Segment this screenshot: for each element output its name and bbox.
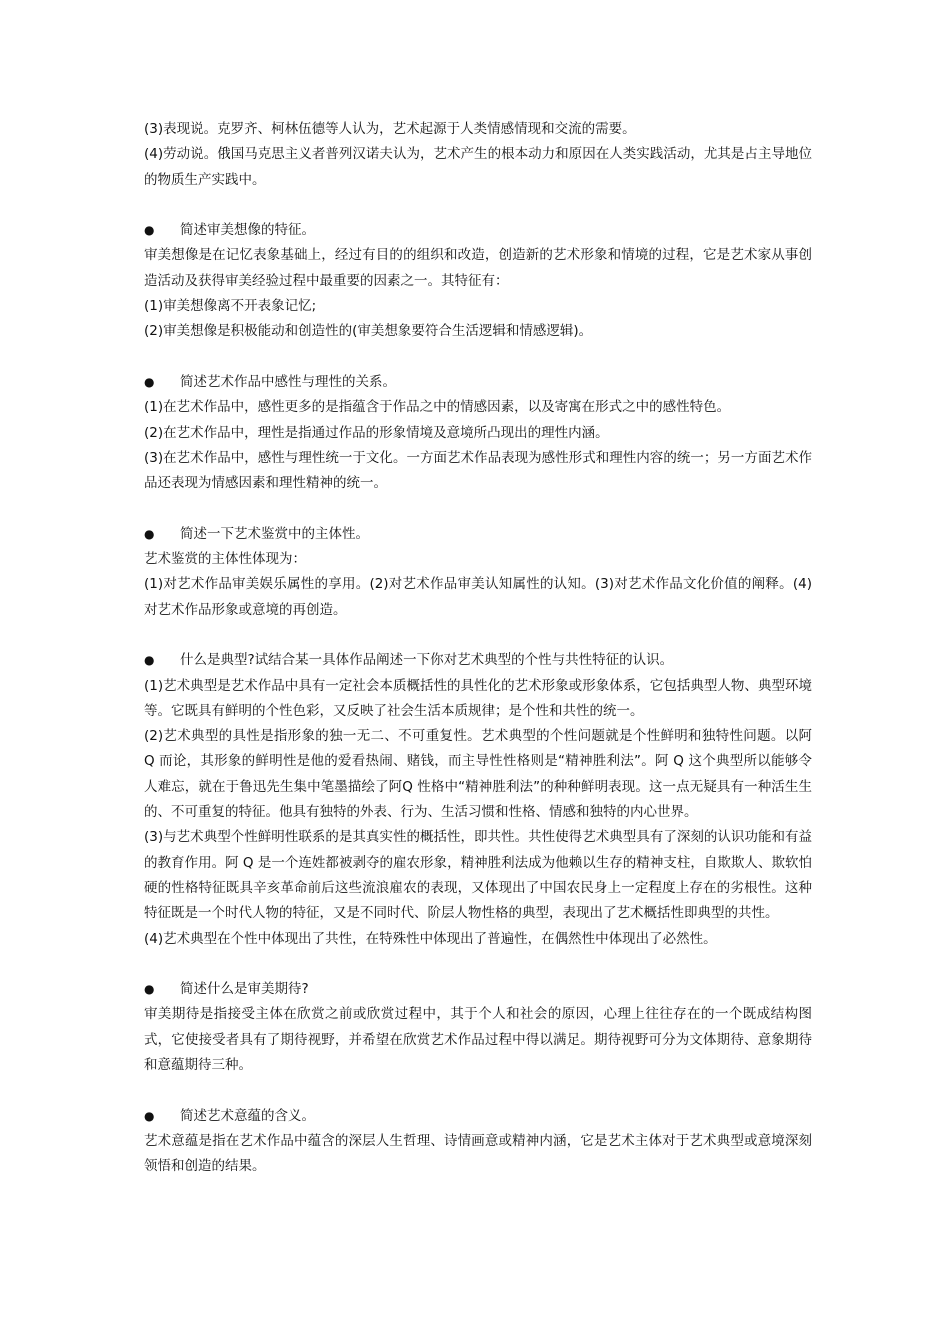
- body-paragraph: (1)在艺术作品中，感性更多的是指蕴含于作品之中的情感因素，以及寄寓在形式之中的感性特色。: [144, 399, 731, 416]
- question-text: 什么是典型?试结合某一具体作品阐述一下你对艺术典型的个性与共性特征的认识。: [180, 652, 674, 669]
- body-paragraph: (2)艺术典型的具性是指形象的独一无二、不可重复性。艺术典型的个性问题就是个性鲜明和独特性问题。以阿 Q 而论，其形象的鲜明性是他的爱看热闹、赌钱，而主导性性格则是“精神胜利法”。阿 Q 这个典型所以能够令人难忘，就在于鲁迅先生集中笔墨描绘了阿Q 性格中“精神胜利法”的种种鲜明表现。这一点无疑具有一种活生生的、不可重复的特征。他具有独特的外表、行为、生活习惯和性格、情感和独特的内心世界。: [144, 728, 812, 821]
- question-heading: [144, 370, 812, 395]
- body-paragraph: 审美想像是在记忆表象基础上，经过有目的的组织和改造，创造新的艺术形象和情境的过程，它是艺术家从事创造活动及获得审美经验过程中最重要的因素之一。其特征有：: [144, 247, 812, 289]
- bullet-dot-icon: ●: [144, 526, 155, 541]
- question-text: 简述艺术意蕴的含义。: [180, 1107, 315, 1124]
- body-paragraph: (1)审美想像离不开表象记忆;: [144, 298, 317, 315]
- bullet-dot-icon: ●: [144, 653, 155, 668]
- question-heading: [144, 1104, 812, 1129]
- body-paragraph: (4)劳动说。俄国马克思主义者普列汉诺夫认为，艺术产生的根本动力和原因在人类实践活动，尤其是占主导地位的物质生产实践中。: [144, 146, 812, 188]
- bullet-dot-icon: ●: [144, 982, 155, 997]
- body-paragraph: (2)在艺术作品中，理性是指通过作品的形象情境及意境所凸现出的理性内涵。: [144, 424, 609, 441]
- question-heading: [144, 648, 812, 673]
- question-text: 简述什么是审美期待?: [180, 981, 309, 998]
- section-spacer: [144, 1078, 812, 1103]
- bullet-dot-icon: ●: [144, 1108, 155, 1123]
- question-text: 简述艺术作品中感性与理性的关系。: [180, 373, 396, 390]
- body-paragraph: (3)在艺术作品中，感性与理性统一于文化。一方面艺术作品表现为感性形式和理性内容的统一；另一方面艺术作品还表现为情感因素和理性精神的统一。: [144, 449, 812, 492]
- question-heading: [144, 977, 812, 1002]
- section-spacer: [144, 496, 812, 521]
- section-spacer: [144, 952, 812, 977]
- body-paragraph: (4)艺术典型在个性中体现出了共性，在特殊性中体现出了普遍性，在偶然性中体现出了必然性。: [144, 930, 717, 947]
- bullet-dot-icon: ●: [144, 223, 155, 238]
- body-paragraph: 艺术鉴赏的主体性体现为：: [144, 551, 306, 568]
- body-paragraph: 艺术意蕴是指在艺术作品中蕴含的深层人生哲理、诗情画意或精神内涵，它是艺术主体对于艺术典型或意境深刻领悟和创造的结果。: [144, 1132, 812, 1175]
- question-heading: [144, 218, 812, 243]
- question-heading: [144, 522, 812, 547]
- body-paragraph: (2)审美想像是积极能动和创造性的(审美想象要符合生活逻辑和情感逻辑)。: [144, 323, 593, 340]
- section-spacer: [144, 193, 812, 218]
- body-paragraph: 审美期待是指接受主体在欣赏之前或欣赏过程中，其于个人和社会的原因，心理上往往存在的一个既成结构图式，它使接受者具有了期待视野，并希望在欣赏艺术作品过程中得以满足。期待视野可分为文体期待、意象期待和意蕴期待三种。: [144, 1006, 812, 1073]
- question-text: 简述审美想像的特征。: [180, 222, 315, 239]
- section-spacer: [144, 623, 812, 648]
- section-spacer: [144, 345, 812, 370]
- body-paragraph: (1)艺术典型是艺术作品中具有一定社会本质概括性的具性化的艺术形象或形象体系，它包括典型人物、典型环境等。它既具有鲜明的个性色彩，又反映了社会生活本质规律；是个性和共性的统一。: [144, 677, 812, 719]
- body-paragraph: (3)与艺术典型个性鲜明性联系的是其真实性的概括性，即共性。共性使得艺术典型具有了深刻的认识功能和有益的教育作用。阿 Q 是一个连姓都被剥夺的雇农形象，精神胜利法成为他赖以生存的精神支柱，自欺欺人、欺软怕硬的性格特征既具辛亥革命前后这些流浪雇农的表现，又体现出了中国农民身上一定程度上存在的劣根性。这种特征既是一个时代人物的特征，又是不同时代、阶层人物性格的典型，表现出了艺术概括性即典型的共性。: [144, 829, 812, 922]
- body-paragraph: (1)对艺术作品审美娱乐属性的享用。(2)对艺术作品审美认知属性的认知。(3)对艺术作品文化价值的阐释。(4)对艺术作品形象或意境的再创造。: [144, 576, 812, 618]
- body-paragraph: (3)表现说。克罗齐、柯林伍德等人认为，艺术起源于人类情感情现和交流的需要。: [144, 121, 636, 137]
- question-text: 简述一下艺术鉴赏中的主体性。: [180, 525, 369, 542]
- bullet-dot-icon: ●: [144, 374, 155, 389]
